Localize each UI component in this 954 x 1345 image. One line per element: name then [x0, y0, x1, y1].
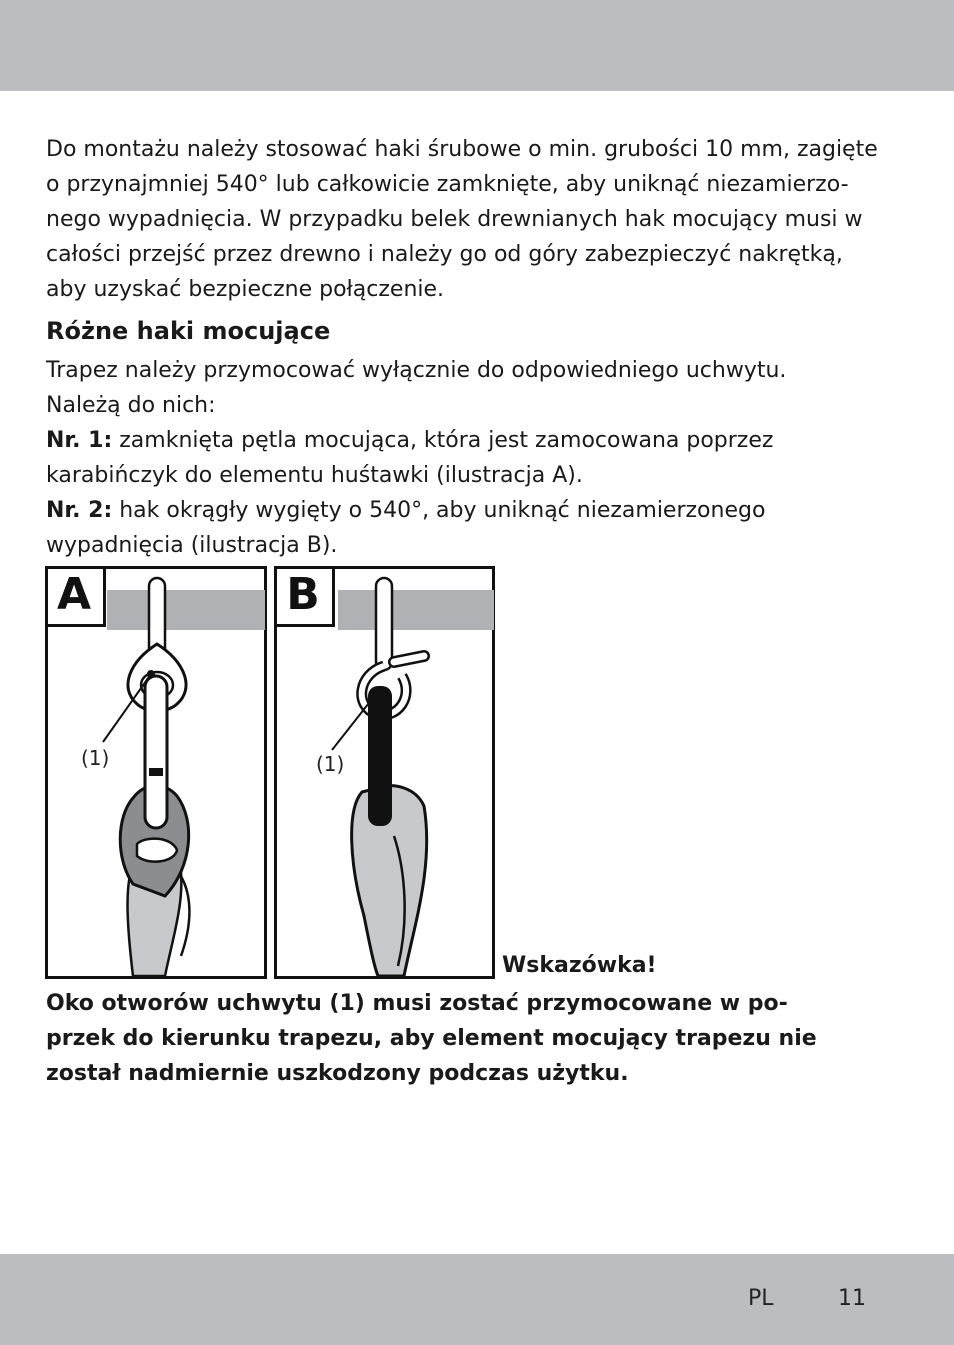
- page-number: 11: [838, 1286, 866, 1311]
- callout-label-a: (1): [81, 746, 110, 770]
- paragraph-line: Do montażu należy stosować haki śrubowe o min. grubości 10 mm, zagięte: [46, 137, 878, 162]
- intro-line: Trapez należy przymocować wyłącznie do odpowiedniego uchwytu.: [46, 358, 787, 383]
- header-bar: [0, 0, 954, 91]
- illustration-a: [45, 566, 267, 979]
- note-text: [46, 986, 926, 1091]
- item-2-text: hak okrągły wygięty o 540°, aby uniknąć niezamierzonego: [112, 498, 766, 523]
- hooks-description: [46, 353, 916, 563]
- note-line: Oko otworów uchwytu (1) musi zostać przymocowane w po-: [46, 991, 788, 1016]
- item-2-label: Nr. 2:: [46, 498, 113, 523]
- note-title: Wskazówka!: [502, 953, 657, 978]
- paragraph-line: nego wypadnięcia. W przypadku belek drewnianych hak mocujący musi w: [46, 207, 863, 232]
- item-1-line-2: karabińczyk do elementu huśtawki (ilustracja A).: [46, 463, 583, 488]
- paragraph-line: o przynajmniej 540° lub całkowicie zamknięte, aby uniknąć niezamierzo-: [46, 172, 849, 197]
- illustration-b-label: B: [286, 569, 320, 620]
- footer-bar: [0, 1254, 954, 1345]
- language-code: PL: [748, 1286, 774, 1311]
- section-heading: Różne haki mocujące: [46, 317, 331, 345]
- note-line: został nadmiernie uszkodzony podczas użytku.: [46, 1061, 629, 1086]
- illustration-b-drawing: [274, 566, 495, 979]
- callout-label-b: (1): [316, 752, 345, 776]
- illustration-a-label: A: [56, 569, 92, 620]
- intro-line: Należą do nich:: [46, 393, 216, 418]
- item-1-text: zamknięta pętla mocująca, która jest zamocowana poprzez: [112, 428, 774, 453]
- item-1-label: Nr. 1:: [46, 428, 113, 453]
- item-1-line: [46, 423, 916, 458]
- illustration-b: [274, 566, 495, 979]
- note-line: przek do kierunku trapezu, aby element mocujący trapezu nie: [46, 1026, 817, 1051]
- paragraph-line: całości przejść przez drewno i należy go od góry zabezpieczyć nakrętką,: [46, 242, 843, 267]
- item-2-line: [46, 493, 916, 528]
- illustration-a-drawing: [45, 566, 267, 979]
- mounting-paragraph: [46, 132, 916, 307]
- item-2-line-2: wypadnięcia (ilustracja B).: [46, 533, 338, 558]
- paragraph-line: aby uzyskać bezpieczne połączenie.: [46, 277, 445, 302]
